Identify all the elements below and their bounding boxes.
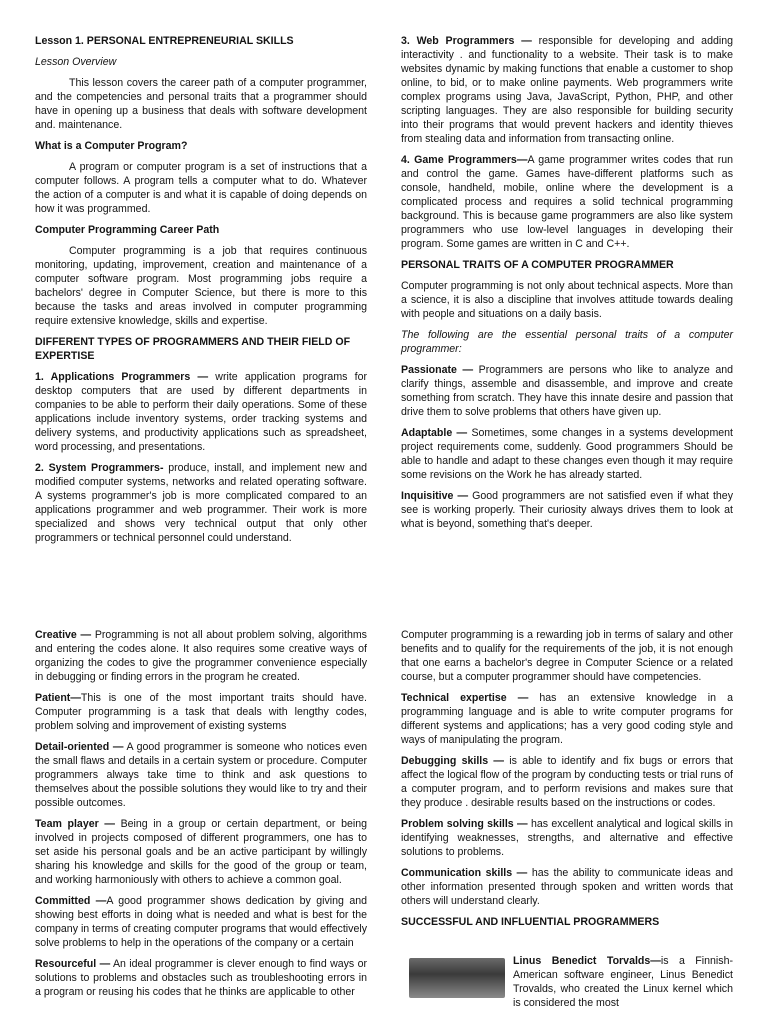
web-programmers-text: responsible for developing and adding interactivity . and functionality to a website. Their task is to make websites dynamic by making functions that enable a customer to shop online, to bid, or to make online payments. Web programmers write complex programs using Java, JavaScript, Python, PHP, and other scripting languages. They are also responsible for building security into their programs that would prevent hackers and identity thieves from stealing data and information from transacting online. bbox=[401, 35, 733, 145]
linus-paragraph bbox=[401, 954, 733, 1010]
passionate-text: Programmers are persons who like to analyze and clarify things, assemble and disassemble, and improve and create something from scratch. They have this innate desire and passion that drive them to solve problems that others have given up. bbox=[401, 364, 733, 418]
creative-label: Creative — bbox=[35, 629, 92, 641]
adaptable-text: Sometimes, some changes in a systems development project requirements come, suddenly. Good programmers Should be able to handle and adapt to these changes even though it may require some revisions on the Work he has already started. bbox=[401, 427, 733, 481]
system-programmers-text: produce, install, and implement new and modified computer systems, networks and related operating software. A systems programmer's job is more complicated compared to an applications programmer and web programmer. Their work is more specialized and shows very technical output that only other programmers or technical personnel could understand. bbox=[35, 462, 367, 544]
committed-paragraph bbox=[35, 894, 367, 950]
column-bottom-left bbox=[35, 628, 367, 1006]
patient-label: Patient— bbox=[35, 692, 81, 704]
successful-programmers-heading: SUCCESSFUL AND INFLUENTIAL PROGRAMMERS bbox=[401, 916, 660, 928]
debugging-skills-text: is able to identify and fix bugs or errors that affect the logical flow of the program by conducting tests or trial runs of a computer program, and to perform revisions and makes sure that they produce . desirable results based on the instructions or codes. bbox=[401, 755, 733, 809]
overview-paragraph: This lesson covers the career path of a computer programmer, and the competencies and personal traits that a programmer should have in opening up a business that deals with software development and. maintenance. bbox=[35, 77, 367, 131]
resourceful-label: Resourceful — bbox=[35, 958, 111, 970]
communication-skills-label: Communication skills — bbox=[401, 867, 528, 879]
communication-skills-paragraph bbox=[401, 866, 733, 908]
what-is-program-heading: What is a Computer Program? bbox=[35, 140, 188, 152]
technical-expertise-text: has an extensive knowledge in a programming language and is able to write computer programs for different systems and applications; has a very good coding style and ways of manipulating the program. bbox=[401, 692, 733, 746]
applications-programmers-text: write application programs for desktop computers that are used by different departments in companies to be able to perform their daily operations. Some of these applications include inventory systems, order tracking systems and delivery systems, and productivity applications such as spreadsheet, word processing, and presentations. bbox=[35, 371, 368, 453]
web-programmers-label: 3. Web Programmers — bbox=[401, 35, 532, 47]
what-is-program-paragraph: A program or computer program is a set of instructions that a computer follows. A program tells a computer what to do. Whatever the action of a computer is and what it is capable of doing depends on how it was programmed. bbox=[35, 161, 367, 215]
column-top-left bbox=[35, 34, 367, 552]
overview-label: Lesson Overview bbox=[35, 56, 117, 68]
committed-label: Committed — bbox=[35, 895, 107, 907]
system-programmers-paragraph bbox=[35, 461, 367, 545]
passionate-label: Passionate — bbox=[401, 364, 474, 376]
problem-solving-paragraph bbox=[401, 817, 733, 859]
problem-solving-label: Problem solving skills — bbox=[401, 818, 528, 830]
types-heading: DIFFERENT TYPES OF PROGRAMMERS AND THEIR FIELD OF EXPERTISE bbox=[35, 336, 351, 362]
lesson-title: Lesson 1. PERSONAL ENTREPRENEURIAL SKILLS bbox=[35, 35, 294, 47]
debugging-skills-label: Debugging skills — bbox=[401, 755, 504, 767]
game-programmers-text: A game programmer writes codes that run and control the game. Games have-different platforms such as console, handheld, mobile, online where the development is a complicated process and requires a solid technical programming background. This is because game programmers are also like system programmers who use low-level languages in developing their program. Some games are written in C and C++. bbox=[401, 154, 734, 250]
passionate-paragraph bbox=[401, 363, 733, 419]
detail-oriented-label: Detail-oriented — bbox=[35, 741, 124, 753]
technical-expertise-paragraph bbox=[401, 691, 733, 747]
committed-text: A good programmer shows dedication by giving and showing best efforts in doing what is needed and what is best for the company in terms of creating computer programs that would effectively solve problems to help in the operations of the company or a certain bbox=[35, 895, 368, 949]
game-programmers-label: 4. Game Programmers— bbox=[401, 154, 528, 166]
linus-photo bbox=[409, 958, 505, 998]
adaptable-label: Adaptable — bbox=[401, 427, 468, 439]
communication-skills-text: has the ability to communicate ideas and other information presented through spoken and written words that others will understand clearly. bbox=[401, 867, 733, 907]
career-path-paragraph: Computer programming is a job that requires continuous monitoring, updating, improvement, creation and maintenance of a computer software program. Most programming jobs require a bachelors' degree in Computer Science, but there is more to this because the tasks and areas involved in computer programming require extensive knowledge, skills and expertise. bbox=[35, 245, 367, 327]
resourceful-paragraph bbox=[35, 957, 367, 999]
debugging-skills-paragraph bbox=[401, 754, 733, 810]
linus-label: Linus Benedict Torvalds— bbox=[513, 955, 661, 967]
rewarding-job-paragraph: Computer programming is a rewarding job in terms of salary and other benefits and to qualify for the requirements of the job, it is not enough that one earns a bachelor's degree in Computer Science or a related course, but a computer programmer should have competencies. bbox=[401, 629, 733, 683]
applications-programmers-paragraph bbox=[35, 370, 367, 454]
patient-paragraph bbox=[35, 691, 367, 733]
team-player-label: Team player — bbox=[35, 818, 115, 830]
problem-solving-text: has excellent analytical and logical skills in identifying weaknesses, strengths, and alternative and effective solutions to problems. bbox=[401, 818, 733, 858]
personal-traits-heading: PERSONAL TRAITS OF A COMPUTER PROGRAMMER bbox=[401, 259, 674, 271]
team-player-text: Being in a group or certain department, or being involved in projects composed of different programmers, one has to set aside his personal goals and be an active participant by willingly sharing his knowledge and skills for the good of the group or team, and working harmoniously with others to achieve a common goal. bbox=[35, 818, 367, 886]
traits-intro-paragraph: Computer programming is not only about technical aspects. More than a science, it is also a discipline that involves attitude towards dealing with people and situations on a daily basis. bbox=[401, 280, 733, 320]
detail-oriented-paragraph bbox=[35, 740, 367, 810]
inquisitive-text: Good programmers are not satisfied even if what they see is working properly. Their curiosity always drives them to look at what is beyond, something that's deeper. bbox=[401, 490, 733, 530]
column-top-right bbox=[401, 34, 733, 538]
team-player-paragraph bbox=[35, 817, 367, 887]
column-bottom-right bbox=[401, 628, 733, 1017]
career-path-heading: Computer Programming Career Path bbox=[35, 224, 220, 236]
system-programmers-label: 2. System Programmers- bbox=[35, 462, 164, 474]
linus-text: is a Finnish-American software engineer, Linus Benedict Trovalds, who created the Linux kernel which is considered the most bbox=[513, 955, 733, 1009]
web-programmers-paragraph bbox=[401, 34, 733, 146]
technical-expertise-label: Technical expertise — bbox=[401, 692, 529, 704]
adaptable-paragraph bbox=[401, 426, 733, 482]
game-programmers-paragraph bbox=[401, 153, 733, 251]
creative-text: Programming is not all about problem solving, algorithms and entering the codes alone. It also requires some creative ways of organizing the codes to give the programmer convenience especially in debugging or finding errors in the program he created. bbox=[35, 629, 367, 683]
creative-paragraph bbox=[35, 628, 367, 684]
inquisitive-label: Inquisitive — bbox=[401, 490, 469, 502]
traits-following-paragraph: The following are the essential personal traits of a computer programmer: bbox=[401, 329, 733, 355]
resourceful-text: An ideal programmer is clever enough to find ways or solutions to problems and obstacles such as troubleshooting errors in a program or reusing his codes that he thinks are applicable to other bbox=[35, 958, 367, 998]
detail-oriented-text: A good programmer is someone who notices even the small flaws and details in a certain system or procedure. Computer programmers always take time to think and ask questions to themselves about the possible solutions they would like to try and their possible outcomes. bbox=[35, 741, 367, 809]
applications-programmers-label: 1. Applications Programmers — bbox=[35, 371, 209, 383]
inquisitive-paragraph bbox=[401, 489, 733, 531]
patient-text: This is one of the most important traits should have. Computer programming is a task that deals with lengthy codes, problem solving and improvement of existing systems bbox=[35, 692, 367, 732]
